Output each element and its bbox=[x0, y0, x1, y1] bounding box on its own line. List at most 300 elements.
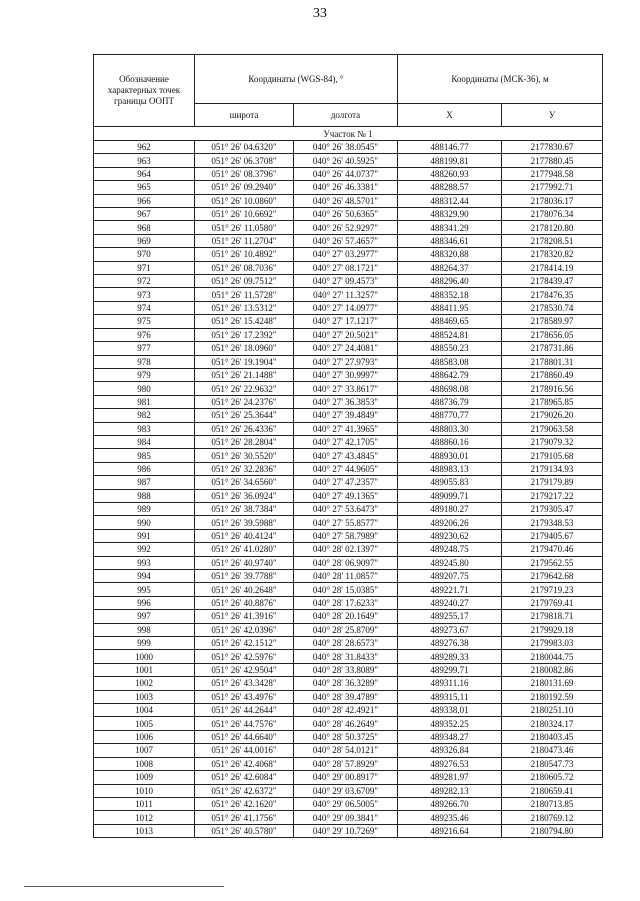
point-id-cell: 996 bbox=[94, 596, 195, 609]
longitude-cell: 040° 28' 50.3725" bbox=[294, 730, 398, 743]
y-cell: 2177992.71 bbox=[502, 181, 603, 194]
point-id-cell: 1012 bbox=[94, 811, 195, 824]
section-title: Участок № 1 bbox=[94, 127, 603, 141]
longitude-cell: 040° 27' 39.4849" bbox=[294, 409, 398, 422]
x-cell: 488320.88 bbox=[398, 248, 502, 261]
longitude-cell: 040° 29' 03.6709" bbox=[294, 784, 398, 797]
point-id-cell: 970 bbox=[94, 248, 195, 261]
point-id-cell: 986 bbox=[94, 462, 195, 475]
longitude-cell: 040° 28' 39.4789" bbox=[294, 690, 398, 703]
longitude-cell: 040° 27' 33.8617" bbox=[294, 382, 398, 395]
x-cell: 489235.46 bbox=[398, 811, 502, 824]
table-row bbox=[94, 771, 603, 784]
x-cell: 489276.53 bbox=[398, 757, 502, 770]
point-id-cell: 989 bbox=[94, 502, 195, 515]
y-cell: 2179562.55 bbox=[502, 556, 603, 569]
x-cell: 489276.38 bbox=[398, 637, 502, 650]
footer-rule bbox=[24, 886, 224, 887]
point-id-cell: 1009 bbox=[94, 771, 195, 784]
longitude-cell: 040° 28' 57.8929" bbox=[294, 757, 398, 770]
latitude-cell: 051° 26' 19.1904" bbox=[195, 355, 294, 368]
table-row bbox=[94, 797, 603, 810]
latitude-cell: 051° 26' 40.5780" bbox=[195, 824, 294, 837]
table-row bbox=[94, 637, 603, 650]
latitude-cell: 051° 26' 26.4336" bbox=[195, 422, 294, 435]
y-cell: 2179217.22 bbox=[502, 489, 603, 502]
header-longitude: долгота bbox=[294, 104, 398, 127]
point-id-cell: 984 bbox=[94, 435, 195, 448]
table-row bbox=[94, 476, 603, 489]
y-cell: 2179719.23 bbox=[502, 583, 603, 596]
latitude-cell: 051° 26' 42.1620" bbox=[195, 797, 294, 810]
longitude-cell: 040° 27' 27.9793" bbox=[294, 355, 398, 368]
x-cell: 489282.13 bbox=[398, 784, 502, 797]
point-id-cell: 973 bbox=[94, 288, 195, 301]
x-cell: 489315.11 bbox=[398, 690, 502, 703]
point-id-cell: 1013 bbox=[94, 824, 195, 837]
table-row bbox=[94, 690, 603, 703]
x-cell: 489348.27 bbox=[398, 730, 502, 743]
y-cell: 2180794.80 bbox=[502, 824, 603, 837]
longitude-cell: 040° 27' 36.3853" bbox=[294, 395, 398, 408]
table-row bbox=[94, 194, 603, 207]
y-cell: 2179769.41 bbox=[502, 596, 603, 609]
x-cell: 489180.27 bbox=[398, 502, 502, 515]
latitude-cell: 051° 26' 34.6560" bbox=[195, 476, 294, 489]
longitude-cell: 040° 26' 48.5701" bbox=[294, 194, 398, 207]
point-id-cell: 964 bbox=[94, 167, 195, 180]
x-cell: 488352.18 bbox=[398, 288, 502, 301]
latitude-cell: 051° 26' 11.2704" bbox=[195, 234, 294, 247]
longitude-cell: 040° 28' 17.6233" bbox=[294, 596, 398, 609]
y-cell: 2177880.45 bbox=[502, 154, 603, 167]
point-id-cell: 976 bbox=[94, 328, 195, 341]
longitude-cell: 040° 27' 58.7989" bbox=[294, 529, 398, 542]
longitude-cell: 040° 26' 50.6365" bbox=[294, 208, 398, 221]
latitude-cell: 051° 26' 15.4248" bbox=[195, 315, 294, 328]
latitude-cell: 051° 26' 24.2376" bbox=[195, 395, 294, 408]
header-x: X bbox=[398, 104, 502, 127]
x-cell: 488983.13 bbox=[398, 462, 502, 475]
latitude-cell: 051° 26' 38.7384" bbox=[195, 502, 294, 515]
latitude-cell: 051° 26' 42.5976" bbox=[195, 650, 294, 663]
table-row bbox=[94, 489, 603, 502]
longitude-cell: 040° 26' 52.9297" bbox=[294, 221, 398, 234]
point-id-cell: 967 bbox=[94, 208, 195, 221]
longitude-cell: 040° 28' 33.8089" bbox=[294, 663, 398, 676]
y-cell: 2179348.53 bbox=[502, 516, 603, 529]
latitude-cell: 051° 26' 43.4976" bbox=[195, 690, 294, 703]
table-row bbox=[94, 824, 603, 837]
point-id-cell: 988 bbox=[94, 489, 195, 502]
latitude-cell: 051° 26' 40.4124" bbox=[195, 529, 294, 542]
table-row bbox=[94, 757, 603, 770]
latitude-cell: 051° 26' 08.7036" bbox=[195, 261, 294, 274]
point-id-cell: 1007 bbox=[94, 744, 195, 757]
y-cell: 2179079.32 bbox=[502, 435, 603, 448]
table-row bbox=[94, 315, 603, 328]
x-cell: 488583.08 bbox=[398, 355, 502, 368]
latitude-cell: 051° 26' 42.9504" bbox=[195, 663, 294, 676]
point-id-cell: 963 bbox=[94, 154, 195, 167]
point-id-cell: 1002 bbox=[94, 677, 195, 690]
latitude-cell: 051° 26' 32.2836" bbox=[195, 462, 294, 475]
y-cell: 2179063.58 bbox=[502, 422, 603, 435]
point-id-cell: 998 bbox=[94, 623, 195, 636]
longitude-cell: 040° 29' 06.5005" bbox=[294, 797, 398, 810]
y-cell: 2178076.34 bbox=[502, 208, 603, 221]
table-row bbox=[94, 583, 603, 596]
y-cell: 2179026.20 bbox=[502, 409, 603, 422]
y-cell: 2178439.47 bbox=[502, 275, 603, 288]
latitude-cell: 051° 26' 41.0280" bbox=[195, 543, 294, 556]
latitude-cell: 051° 26' 42.1512" bbox=[195, 637, 294, 650]
table-row bbox=[94, 355, 603, 368]
y-cell: 2179642.68 bbox=[502, 570, 603, 583]
table-row bbox=[94, 275, 603, 288]
point-id-cell: 983 bbox=[94, 422, 195, 435]
point-id-cell: 1011 bbox=[94, 797, 195, 810]
table-row bbox=[94, 744, 603, 757]
table-row bbox=[94, 449, 603, 462]
longitude-cell: 040° 29' 10.7269" bbox=[294, 824, 398, 837]
point-id-cell: 980 bbox=[94, 382, 195, 395]
longitude-cell: 040° 28' 31.8433" bbox=[294, 650, 398, 663]
x-cell: 488411.95 bbox=[398, 301, 502, 314]
point-id-cell: 979 bbox=[94, 368, 195, 381]
y-cell: 2180251.10 bbox=[502, 704, 603, 717]
y-cell: 2179179.89 bbox=[502, 476, 603, 489]
x-cell: 489207.75 bbox=[398, 570, 502, 583]
longitude-cell: 040° 27' 41.3965" bbox=[294, 422, 398, 435]
longitude-cell: 040° 29' 09.3841" bbox=[294, 811, 398, 824]
x-cell: 489299.71 bbox=[398, 663, 502, 676]
longitude-cell: 040° 27' 53.6473" bbox=[294, 502, 398, 515]
y-cell: 2180192.59 bbox=[502, 690, 603, 703]
table-row bbox=[94, 610, 603, 623]
longitude-cell: 040° 27' 20.5021" bbox=[294, 328, 398, 341]
latitude-cell: 051° 26' 43.3428" bbox=[195, 677, 294, 690]
point-id-cell: 991 bbox=[94, 529, 195, 542]
latitude-cell: 051° 26' 40.8876" bbox=[195, 596, 294, 609]
point-id-cell: 995 bbox=[94, 583, 195, 596]
point-id-cell: 1006 bbox=[94, 730, 195, 743]
longitude-cell: 040° 27' 11.3257" bbox=[294, 288, 398, 301]
x-cell: 488288.57 bbox=[398, 181, 502, 194]
longitude-cell: 040° 28' 25.8709" bbox=[294, 623, 398, 636]
point-id-cell: 1008 bbox=[94, 757, 195, 770]
y-cell: 2180713.85 bbox=[502, 797, 603, 810]
y-cell: 2180547.73 bbox=[502, 757, 603, 770]
point-id-cell: 1001 bbox=[94, 663, 195, 676]
point-id-cell: 994 bbox=[94, 570, 195, 583]
header-point-designation: Обозначение характерных точек границы ООПТ bbox=[94, 55, 195, 127]
x-cell: 489311.16 bbox=[398, 677, 502, 690]
x-cell: 489255.17 bbox=[398, 610, 502, 623]
y-cell: 2179105.68 bbox=[502, 449, 603, 462]
longitude-cell: 040° 26' 46.3381" bbox=[294, 181, 398, 194]
y-cell: 2180044.75 bbox=[502, 650, 603, 663]
y-cell: 2178120.80 bbox=[502, 221, 603, 234]
table-row bbox=[94, 181, 603, 194]
y-cell: 2179983.03 bbox=[502, 637, 603, 650]
x-cell: 488803.30 bbox=[398, 422, 502, 435]
point-id-cell: 1005 bbox=[94, 717, 195, 730]
point-id-cell: 977 bbox=[94, 342, 195, 355]
table-row bbox=[94, 234, 603, 247]
table-row bbox=[94, 435, 603, 448]
latitude-cell: 051° 26' 13.5312" bbox=[195, 301, 294, 314]
x-cell: 488329.90 bbox=[398, 208, 502, 221]
y-cell: 2178916.56 bbox=[502, 382, 603, 395]
longitude-cell: 040° 27' 09.4573" bbox=[294, 275, 398, 288]
x-cell: 488341.29 bbox=[398, 221, 502, 234]
latitude-cell: 051° 26' 06.3708" bbox=[195, 154, 294, 167]
longitude-cell: 040° 28' 02.1397" bbox=[294, 543, 398, 556]
latitude-cell: 051° 26' 28.2804" bbox=[195, 435, 294, 448]
longitude-cell: 040° 28' 28.6573" bbox=[294, 637, 398, 650]
y-cell: 2180473.46 bbox=[502, 744, 603, 757]
point-id-cell: 975 bbox=[94, 315, 195, 328]
x-cell: 488930.01 bbox=[398, 449, 502, 462]
point-id-cell: 974 bbox=[94, 301, 195, 314]
latitude-cell: 051° 26' 39.5988" bbox=[195, 516, 294, 529]
table-row bbox=[94, 516, 603, 529]
x-cell: 489248.75 bbox=[398, 543, 502, 556]
longitude-cell: 040° 27' 44.9605" bbox=[294, 462, 398, 475]
latitude-cell: 051° 26' 41.1756" bbox=[195, 811, 294, 824]
x-cell: 488199.81 bbox=[398, 154, 502, 167]
x-cell: 488524.81 bbox=[398, 328, 502, 341]
table-row bbox=[94, 704, 603, 717]
point-id-cell: 972 bbox=[94, 275, 195, 288]
y-cell: 2179405.67 bbox=[502, 529, 603, 542]
latitude-cell: 051° 26' 08.3796" bbox=[195, 167, 294, 180]
table-row bbox=[94, 342, 603, 355]
latitude-cell: 051° 26' 22.9632" bbox=[195, 382, 294, 395]
table-row bbox=[94, 623, 603, 636]
y-cell: 2180131.69 bbox=[502, 677, 603, 690]
latitude-cell: 051° 26' 18.0960" bbox=[195, 342, 294, 355]
y-cell: 2178731.86 bbox=[502, 342, 603, 355]
latitude-cell: 051° 26' 41.3916" bbox=[195, 610, 294, 623]
latitude-cell: 051° 26' 10.0860" bbox=[195, 194, 294, 207]
x-cell: 488312.44 bbox=[398, 194, 502, 207]
latitude-cell: 051° 26' 42.0396" bbox=[195, 623, 294, 636]
y-cell: 2178965.85 bbox=[502, 395, 603, 408]
y-cell: 2178589.97 bbox=[502, 315, 603, 328]
longitude-cell: 040° 27' 08.1721" bbox=[294, 261, 398, 274]
latitude-cell: 051° 26' 10.4892" bbox=[195, 248, 294, 261]
x-cell: 488736.79 bbox=[398, 395, 502, 408]
longitude-cell: 040° 28' 54.0121" bbox=[294, 744, 398, 757]
table-row bbox=[94, 208, 603, 221]
x-cell: 489245.80 bbox=[398, 556, 502, 569]
table-row bbox=[94, 328, 603, 341]
longitude-cell: 040° 26' 38.0545" bbox=[294, 141, 398, 154]
latitude-cell: 051° 26' 44.2644" bbox=[195, 704, 294, 717]
table-row bbox=[94, 141, 603, 154]
longitude-cell: 040° 28' 42.4921" bbox=[294, 704, 398, 717]
latitude-cell: 051° 26' 04.6320" bbox=[195, 141, 294, 154]
table-row bbox=[94, 730, 603, 743]
x-cell: 489338.01 bbox=[398, 704, 502, 717]
x-cell: 489221.71 bbox=[398, 583, 502, 596]
latitude-cell: 051° 26' 11.5728" bbox=[195, 288, 294, 301]
point-id-cell: 982 bbox=[94, 409, 195, 422]
latitude-cell: 051° 26' 21.1488" bbox=[195, 368, 294, 381]
x-cell: 488550.23 bbox=[398, 342, 502, 355]
x-cell: 489281.97 bbox=[398, 771, 502, 784]
point-id-cell: 992 bbox=[94, 543, 195, 556]
longitude-cell: 040° 28' 06.9097" bbox=[294, 556, 398, 569]
table-row bbox=[94, 154, 603, 167]
y-cell: 2179134.93 bbox=[502, 462, 603, 475]
longitude-cell: 040° 27' 55.8577" bbox=[294, 516, 398, 529]
x-cell: 488698.08 bbox=[398, 382, 502, 395]
x-cell: 488260.93 bbox=[398, 167, 502, 180]
longitude-cell: 040° 27' 03.2977" bbox=[294, 248, 398, 261]
latitude-cell: 051° 26' 42.6372" bbox=[195, 784, 294, 797]
latitude-cell: 051° 26' 11.0580" bbox=[195, 221, 294, 234]
table-row bbox=[94, 596, 603, 609]
point-id-cell: 966 bbox=[94, 194, 195, 207]
table-row bbox=[94, 650, 603, 663]
point-id-cell: 971 bbox=[94, 261, 195, 274]
table-row bbox=[94, 261, 603, 274]
y-cell: 2178208.51 bbox=[502, 234, 603, 247]
x-cell: 489266.70 bbox=[398, 797, 502, 810]
latitude-cell: 051° 26' 40.9740" bbox=[195, 556, 294, 569]
point-id-cell: 965 bbox=[94, 181, 195, 194]
latitude-cell: 051° 26' 42.4068" bbox=[195, 757, 294, 770]
table-row bbox=[94, 502, 603, 515]
x-cell: 489352.25 bbox=[398, 717, 502, 730]
table-row bbox=[94, 301, 603, 314]
y-cell: 2178320.82 bbox=[502, 248, 603, 261]
table-row bbox=[94, 422, 603, 435]
y-cell: 2179929.18 bbox=[502, 623, 603, 636]
table-row bbox=[94, 167, 603, 180]
longitude-cell: 040° 28' 15.0385" bbox=[294, 583, 398, 596]
longitude-cell: 040° 27' 42.1705" bbox=[294, 435, 398, 448]
latitude-cell: 051° 26' 44.7576" bbox=[195, 717, 294, 730]
table-row bbox=[94, 543, 603, 556]
x-cell: 489099.71 bbox=[398, 489, 502, 502]
x-cell: 488860.16 bbox=[398, 435, 502, 448]
table-row bbox=[94, 409, 603, 422]
y-cell: 2178656.05 bbox=[502, 328, 603, 341]
latitude-cell: 051° 26' 30.5520" bbox=[195, 449, 294, 462]
longitude-cell: 040° 26' 57.4657" bbox=[294, 234, 398, 247]
table-row bbox=[94, 395, 603, 408]
longitude-cell: 040° 28' 20.1649" bbox=[294, 610, 398, 623]
point-id-cell: 985 bbox=[94, 449, 195, 462]
x-cell: 489216.64 bbox=[398, 824, 502, 837]
y-cell: 2179818.71 bbox=[502, 610, 603, 623]
longitude-cell: 040° 26' 44.0737" bbox=[294, 167, 398, 180]
x-cell: 489273.67 bbox=[398, 623, 502, 636]
point-id-cell: 997 bbox=[94, 610, 195, 623]
table-row bbox=[94, 811, 603, 824]
point-id-cell: 968 bbox=[94, 221, 195, 234]
y-cell: 2177830.67 bbox=[502, 141, 603, 154]
y-cell: 2178036.17 bbox=[502, 194, 603, 207]
x-cell: 489240.27 bbox=[398, 596, 502, 609]
longitude-cell: 040° 28' 36.3289" bbox=[294, 677, 398, 690]
y-cell: 2179305.47 bbox=[502, 502, 603, 515]
y-cell: 2180659.41 bbox=[502, 784, 603, 797]
table-row bbox=[94, 784, 603, 797]
latitude-cell: 051° 26' 09.2940" bbox=[195, 181, 294, 194]
latitude-cell: 051° 26' 40.2648" bbox=[195, 583, 294, 596]
latitude-cell: 051° 26' 25.3644" bbox=[195, 409, 294, 422]
point-id-cell: 962 bbox=[94, 141, 195, 154]
header-y: У bbox=[502, 104, 603, 127]
point-id-cell: 981 bbox=[94, 395, 195, 408]
x-cell: 488296.40 bbox=[398, 275, 502, 288]
point-id-cell: 993 bbox=[94, 556, 195, 569]
header-wgs84: Координаты (WGS-84), ° bbox=[195, 55, 398, 104]
header-latitude: широта bbox=[195, 104, 294, 127]
point-id-cell: 999 bbox=[94, 637, 195, 650]
longitude-cell: 040° 27' 30.9997" bbox=[294, 368, 398, 381]
longitude-cell: 040° 26' 40.5925" bbox=[294, 154, 398, 167]
x-cell: 489230.62 bbox=[398, 529, 502, 542]
point-id-cell: 1003 bbox=[94, 690, 195, 703]
latitude-cell: 051° 26' 10.6692" bbox=[195, 208, 294, 221]
point-id-cell: 978 bbox=[94, 355, 195, 368]
y-cell: 2178801.31 bbox=[502, 355, 603, 368]
x-cell: 489326.84 bbox=[398, 744, 502, 757]
table-row bbox=[94, 663, 603, 676]
table-row bbox=[94, 248, 603, 261]
table-row bbox=[94, 556, 603, 569]
latitude-cell: 051° 26' 42.6084" bbox=[195, 771, 294, 784]
longitude-cell: 040° 29' 00.8917" bbox=[294, 771, 398, 784]
longitude-cell: 040° 27' 14.0977" bbox=[294, 301, 398, 314]
y-cell: 2178860.49 bbox=[502, 368, 603, 381]
y-cell: 2178476.35 bbox=[502, 288, 603, 301]
latitude-cell: 051° 26' 09.7512" bbox=[195, 275, 294, 288]
y-cell: 2179470.46 bbox=[502, 543, 603, 556]
longitude-cell: 040° 27' 49.1365" bbox=[294, 489, 398, 502]
x-cell: 488642.79 bbox=[398, 368, 502, 381]
y-cell: 2180324.17 bbox=[502, 717, 603, 730]
header-msk36: Координаты (МСК-36), м bbox=[398, 55, 603, 104]
point-id-cell: 990 bbox=[94, 516, 195, 529]
y-cell: 2178414.19 bbox=[502, 261, 603, 274]
page-number: 33 bbox=[313, 6, 327, 21]
table-row bbox=[94, 677, 603, 690]
y-cell: 2180403.45 bbox=[502, 730, 603, 743]
x-cell: 489289.33 bbox=[398, 650, 502, 663]
latitude-cell: 051° 26' 44.6640" bbox=[195, 730, 294, 743]
table-row bbox=[94, 717, 603, 730]
x-cell: 489206.26 bbox=[398, 516, 502, 529]
table-row bbox=[94, 529, 603, 542]
latitude-cell: 051° 26' 17.2392" bbox=[195, 328, 294, 341]
table-row bbox=[94, 382, 603, 395]
x-cell: 488346.61 bbox=[398, 234, 502, 247]
longitude-cell: 040° 27' 17.1217" bbox=[294, 315, 398, 328]
table-row bbox=[94, 570, 603, 583]
longitude-cell: 040° 27' 43.4845" bbox=[294, 449, 398, 462]
table-row bbox=[94, 368, 603, 381]
longitude-cell: 040° 28' 11.0857" bbox=[294, 570, 398, 583]
x-cell: 488264.37 bbox=[398, 261, 502, 274]
y-cell: 2178530.74 bbox=[502, 301, 603, 314]
